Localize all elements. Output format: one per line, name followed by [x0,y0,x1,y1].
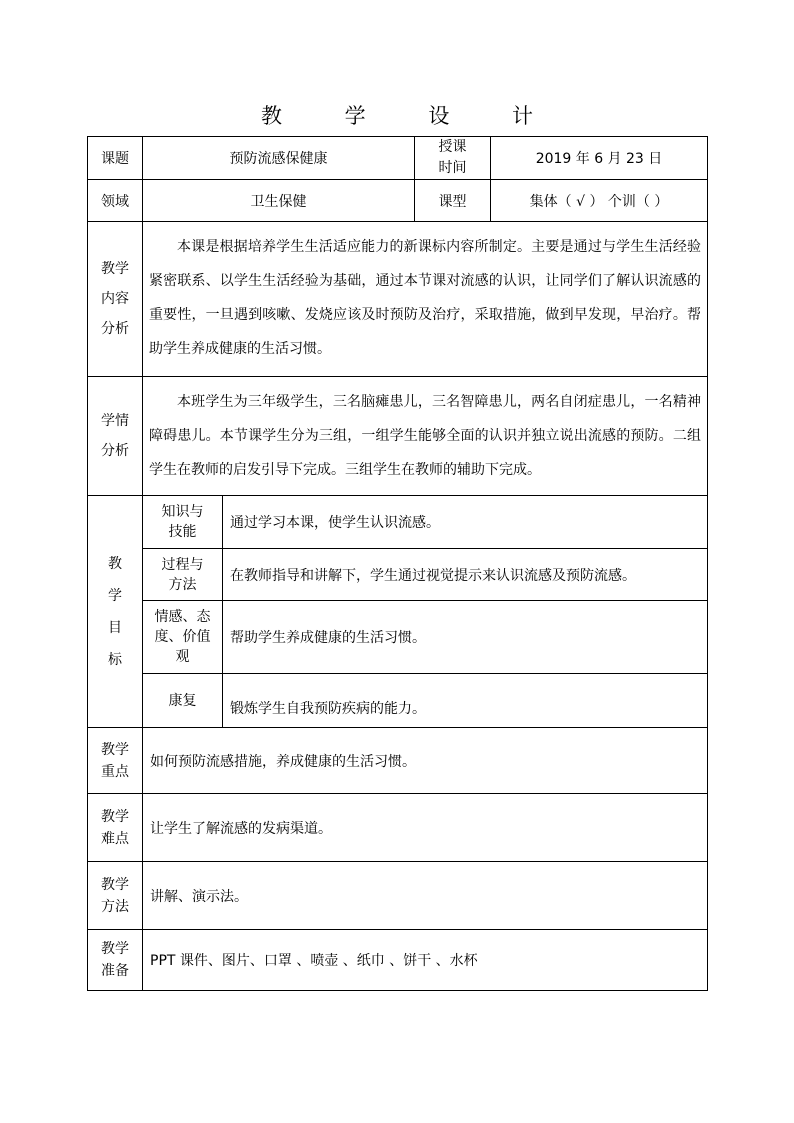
goal-label-text: 过程与方法 [161,556,204,593]
row-goal-1 [88,496,708,549]
time-value: 2019 年 6 月 23 日 [491,137,708,180]
type-value: 集体（ √ ） 个训（ ） [491,180,708,222]
key-label [88,728,143,794]
goal-label [143,496,223,549]
goal-label-text: 情感、态度、价值观 [154,609,211,665]
row-difficulty [88,794,708,862]
goal-text: 帮助学生养成健康的生活习惯。 [223,601,708,674]
students-label [88,377,143,496]
goal-text: 锻炼学生自我预防疾病的能力。 [223,674,708,728]
prep-text: PPT 课件、图片、口罩 、喷壶 、纸巾 、饼干 、水杯 [143,930,708,991]
domain-label: 领域 [88,180,143,222]
topic-value: 预防流感保健康 [143,137,415,180]
lesson-plan-table [87,136,708,991]
row-goal-2 [88,549,708,601]
domain-value: 卫生保健 [143,180,415,222]
goals-label-char-2: 学 [108,587,122,604]
time-label-text: 授课时间 [438,139,467,176]
row-topic [88,137,708,180]
goal-text: 在教师指导和讲解下，学生通过视觉提示来认识流感及预防流感。 [223,549,708,601]
goals-label-char-1: 教 [108,555,122,572]
prep-label-text: 教学准备 [101,941,129,979]
difficulty-text: 让学生了解流感的发病渠道。 [143,794,708,862]
document-title: 教 学 设 计 [260,104,562,128]
row-goal-4 [88,674,708,728]
difficulty-label-text: 教学难点 [101,808,129,847]
students-text: 本班学生为三年级学生，三名脑瘫患儿，三名智障患儿，两名自闭症患儿，一名精神障碍患儿。本节课学生分为三组，一组学生能够全面的认识并独立说出流感的预防。二组学生在教师的启发引导下完成。三组学生在教师的辅助下完成。 [143,377,708,496]
students-label-text: 学情分析 [101,413,129,459]
content-label-text: 教学内容分析 [101,261,129,337]
row-goal-3 [88,601,708,674]
method-label [88,862,143,930]
row-key [88,728,708,794]
content-text: 本课是根据培养学生生活适应能力的新课标内容所制定。主要是通过与学生生活经验紧密联系、以学生生活经验为基础，通过本节课对流感的认识，让同学们了解认识流感的重要性，一旦遇到咳嗽、发烧应该及时预防及治疗，采取措施，做到早发现，早治疗。帮助学生养成健康的生活习惯。 [143,222,708,377]
difficulty-label [88,794,143,862]
goal-label: 康复 [143,674,223,728]
time-label [415,137,491,180]
goal-label [143,549,223,601]
content-label [88,222,143,377]
row-content [88,222,708,377]
prep-label [88,930,143,991]
goal-label-text: 知识与技能 [161,504,204,540]
method-text: 讲解、演示法。 [143,862,708,930]
goals-label-char-3: 目 [108,619,122,636]
goal-label [143,601,223,674]
row-prep [88,930,708,991]
key-text: 如何预防流感措施，养成健康的生活习惯。 [143,728,708,794]
goal-text: 通过学习本课，使学生认识流感。 [223,496,708,549]
row-students [88,377,708,496]
row-method [88,862,708,930]
key-label-text: 教学重点 [101,741,129,780]
topic-label: 课题 [88,137,143,180]
type-label: 课型 [415,180,491,222]
goals-label [88,496,143,728]
method-label-text: 教学方法 [101,876,129,915]
goals-label-char-4: 标 [108,651,122,668]
row-domain [88,180,708,222]
